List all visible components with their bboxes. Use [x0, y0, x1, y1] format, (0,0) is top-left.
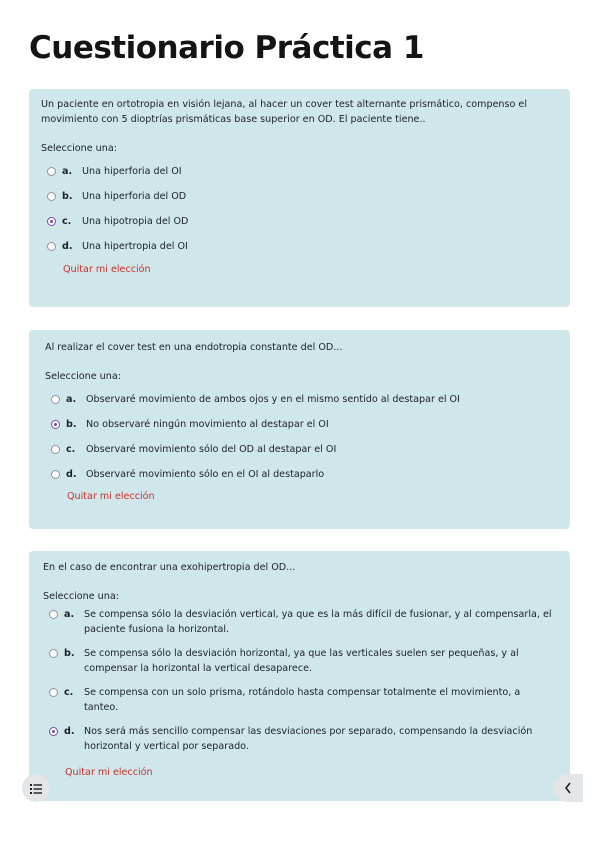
answer-option-a[interactable] [45, 387, 556, 412]
answer-text[interactable]: Una hiperforia del OD [82, 191, 187, 202]
answer-list [43, 607, 556, 754]
radio-button-selected[interactable] [49, 727, 58, 736]
answer-option-d[interactable] [45, 462, 556, 487]
answer-list [41, 159, 558, 259]
answer-option-b[interactable] [43, 646, 556, 676]
question-text: Al realizar el cover test en una endotropia constante del OD... [45, 342, 343, 353]
radio-button[interactable] [49, 688, 58, 697]
answer-option-c[interactable] [45, 437, 556, 462]
answer-option-a[interactable] [41, 159, 558, 184]
answer-text[interactable]: Una hipotropia del OD [82, 216, 189, 227]
radio-button[interactable] [49, 610, 58, 619]
answer-letter: c. [64, 687, 74, 698]
answer-letter: a. [62, 166, 73, 177]
answer-option-b[interactable] [45, 412, 556, 437]
answer-option-b[interactable] [41, 184, 558, 209]
chevron-left-icon [564, 779, 572, 798]
answer-option-d[interactable] [41, 234, 558, 259]
answer-text[interactable]: Nos será más sencillo compensar las desviaciones por separado, compensando la desviación horizontal y vertical por separado. [84, 726, 533, 752]
question-text: Un paciente en ortotropia en visión lejana, al hacer un cover test alternante prismático, compenso el movimiento con 5 dioptrías prismáticas base superior en OD. El paciente tiene.. [41, 99, 527, 125]
radio-button[interactable] [51, 470, 60, 479]
radio-button[interactable] [47, 192, 56, 201]
radio-button[interactable] [47, 242, 56, 251]
radio-button[interactable] [47, 167, 56, 176]
block-drawer-toggle[interactable] [553, 774, 583, 802]
radio-button[interactable] [49, 649, 58, 658]
answer-letter: a. [64, 609, 75, 620]
radio-button-selected[interactable] [47, 217, 56, 226]
answer-letter: c. [66, 444, 76, 455]
answer-letter: c. [62, 216, 72, 227]
answer-prompt: Seleccione una: [45, 371, 121, 382]
answer-prompt: Seleccione una: [41, 143, 117, 154]
answer-text[interactable]: Se compensa sólo la desviación horizontal, ya que las verticales suelen ser pequeñas, y al compensar la horizontal la vertical desaparece. [84, 648, 519, 674]
question-card-2 [29, 330, 570, 529]
clear-choice-link[interactable]: Quitar mi elección [63, 264, 151, 275]
answer-letter: b. [62, 191, 73, 202]
clear-choice-link[interactable]: Quitar mi elección [65, 767, 153, 778]
answer-letter: b. [64, 648, 75, 659]
answer-prompt: Seleccione una: [43, 591, 119, 602]
answer-text[interactable]: Se compensa sólo la desviación vertical, ya que es la más difícil de fusionar, y al compensarla, el paciente fusiona la horizontal. [84, 609, 552, 635]
answer-text[interactable]: Se compensa con un solo prisma, rotándolo hasta compensar totalmente el movimiento, a tanteo. [84, 687, 521, 713]
answer-list [45, 387, 556, 487]
answer-letter: d. [64, 726, 75, 737]
answer-text[interactable]: Observaré movimiento de ambos ojos y en el mismo sentido al destapar el OI [86, 394, 460, 405]
radio-button[interactable] [51, 445, 60, 454]
answer-text[interactable]: Observaré movimiento sólo del OD al destapar el OI [86, 444, 337, 455]
answer-text[interactable]: No observaré ningún movimiento al destapar el OI [86, 419, 329, 430]
answer-text[interactable]: Una hiperforia del OI [82, 166, 182, 177]
list-icon [30, 779, 42, 798]
answer-option-a[interactable] [43, 607, 556, 637]
answer-option-c[interactable] [41, 209, 558, 234]
answer-letter: a. [66, 394, 77, 405]
answer-text[interactable]: Una hipertropia del OI [82, 241, 188, 252]
radio-button-selected[interactable] [51, 420, 60, 429]
question-text: En el caso de encontrar una exohipertropia del OD... [43, 562, 296, 573]
answer-letter: b. [66, 419, 77, 430]
answer-option-c[interactable] [43, 685, 556, 715]
radio-button[interactable] [51, 395, 60, 404]
clear-choice-link[interactable]: Quitar mi elección [67, 491, 155, 502]
answer-letter: d. [66, 469, 77, 480]
question-card-3 [29, 551, 570, 801]
answer-letter: d. [62, 241, 73, 252]
course-index-drawer-button[interactable] [22, 774, 50, 802]
answer-text[interactable]: Observaré movimiento sólo en el OI al destaparlo [86, 469, 325, 480]
page-title: Cuestionario Práctica 1 [29, 30, 424, 66]
answer-option-d[interactable] [43, 724, 556, 754]
question-card-1 [29, 89, 570, 307]
